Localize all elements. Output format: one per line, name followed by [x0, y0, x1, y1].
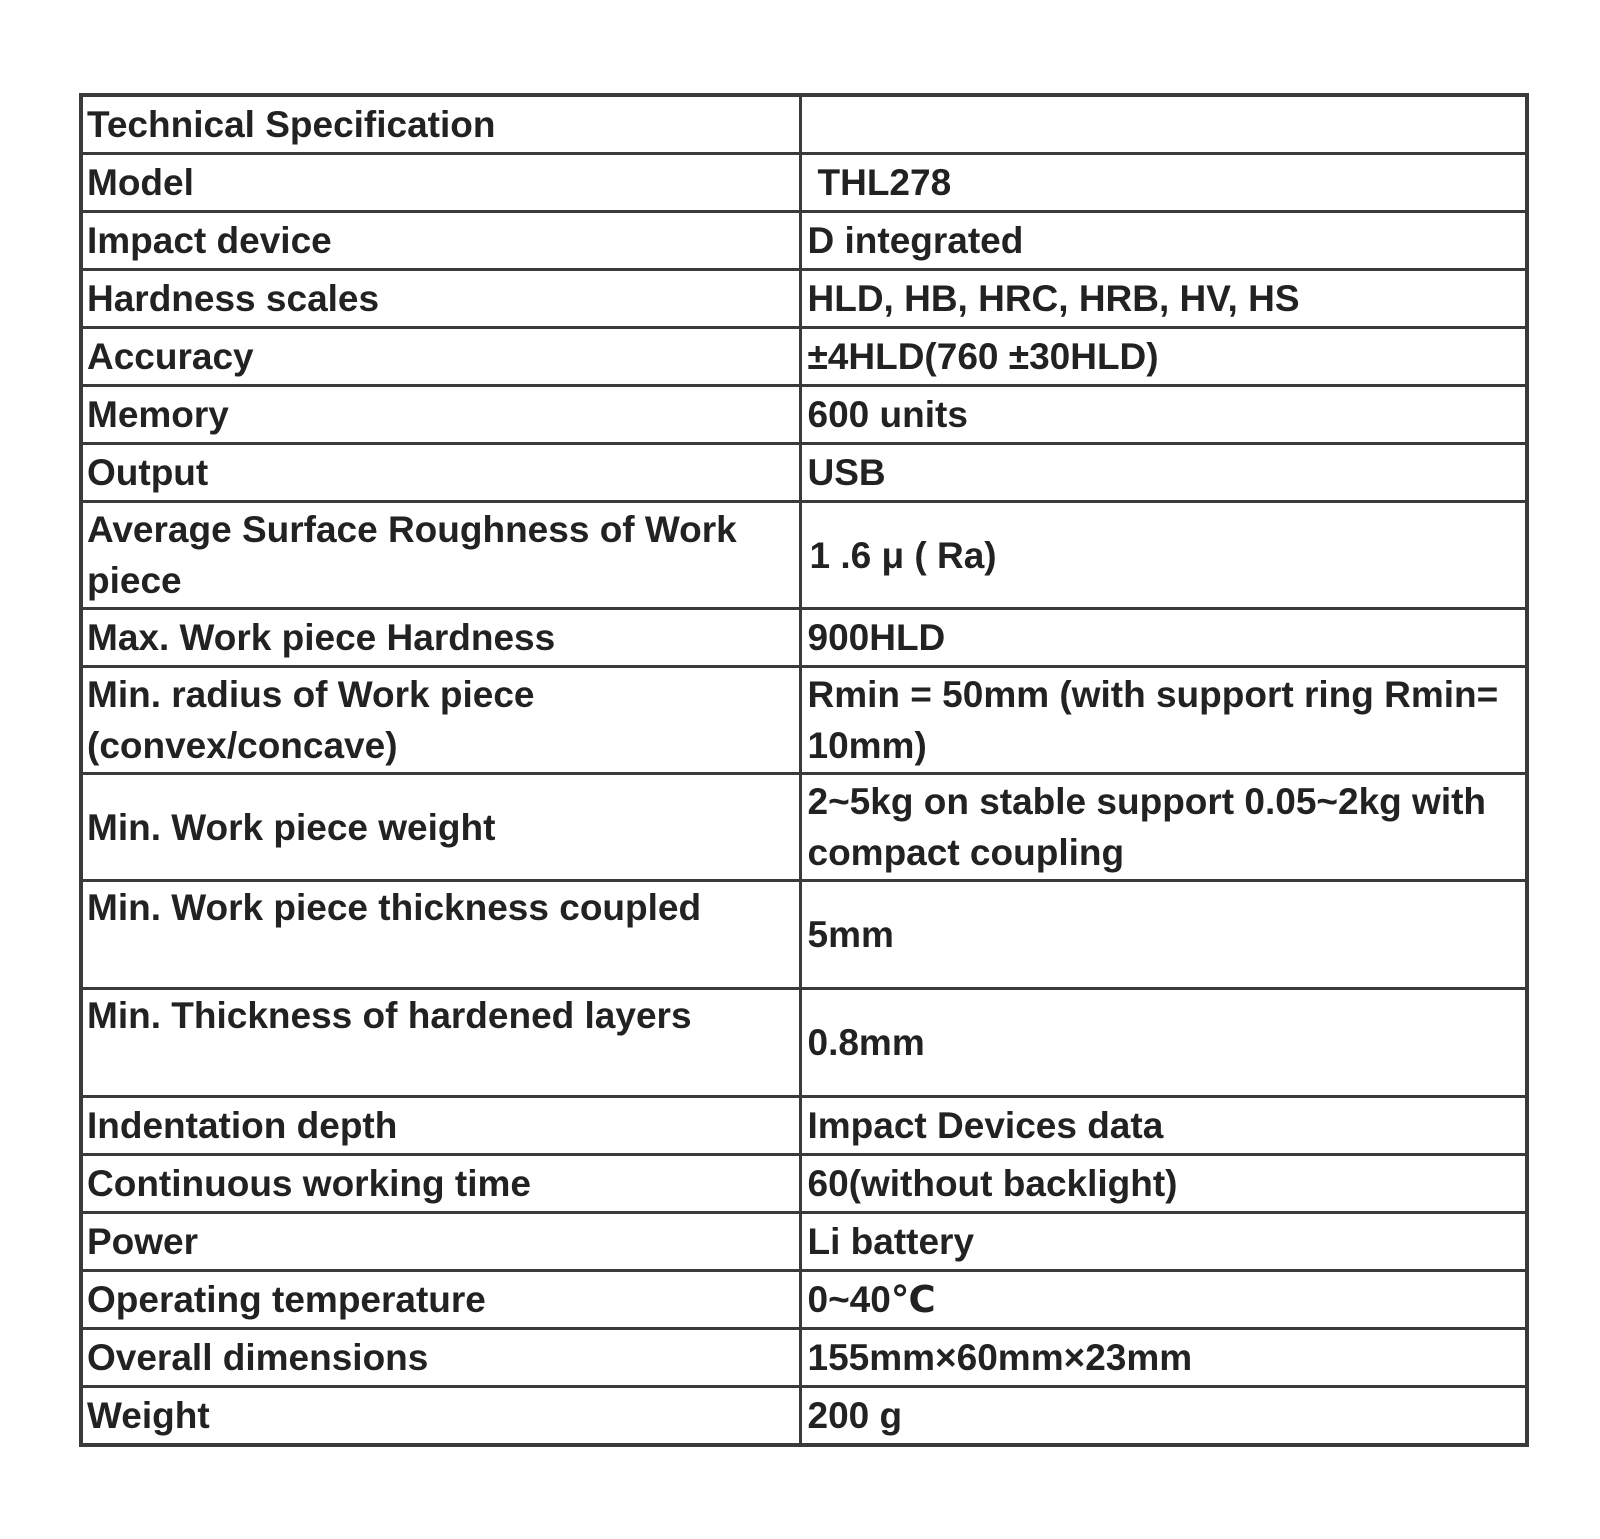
row-label: Impact device	[81, 212, 800, 270]
table-row	[81, 95, 1527, 154]
table-row	[81, 328, 1527, 386]
row-label: Hardness scales	[81, 270, 800, 328]
table-row	[81, 386, 1527, 444]
row-label: Min. Work piece thickness coupled	[81, 881, 800, 989]
table-row	[81, 502, 1527, 609]
row-label: Min. Work piece weight	[81, 774, 800, 881]
row-label: Indentation depth	[81, 1097, 800, 1155]
row-value: 1 .6 μ ( Ra)	[800, 502, 1527, 609]
spec-table	[79, 93, 1529, 1447]
row-label: Continuous working time	[81, 1155, 800, 1213]
row-value: 60(without backlight)	[800, 1155, 1527, 1213]
row-value: THL278	[800, 154, 1527, 212]
table-row	[81, 270, 1527, 328]
table-row	[81, 1271, 1527, 1329]
row-value: ±4HLD(760 ±30HLD)	[800, 328, 1527, 386]
row-value: 5mm	[800, 881, 1527, 989]
table-row	[81, 154, 1527, 212]
table-row	[81, 1155, 1527, 1213]
row-value: Rmin = 50mm (with support ring Rmin= 10mm)	[800, 667, 1527, 774]
row-label: Model	[81, 154, 800, 212]
row-label: Min. radius of Work piece (convex/concave)	[81, 667, 800, 774]
row-value: 900HLD	[800, 609, 1527, 667]
row-label: Overall dimensions	[81, 1329, 800, 1387]
row-value	[800, 95, 1527, 154]
row-label: Operating temperature	[81, 1271, 800, 1329]
row-value: 155mm×60mm×23mm	[800, 1329, 1527, 1387]
table-row	[81, 774, 1527, 881]
row-label: Power	[81, 1213, 800, 1271]
row-label: Memory	[81, 386, 800, 444]
row-label: Max. Work piece Hardness	[81, 609, 800, 667]
table-row	[81, 609, 1527, 667]
table-row	[81, 1213, 1527, 1271]
row-label: Technical Specification	[81, 95, 800, 154]
table-row	[81, 444, 1527, 502]
table-row	[81, 989, 1527, 1097]
row-value: 2~5kg on stable support 0.05~2kg with compact coupling	[800, 774, 1527, 881]
row-label: Min. Thickness of hardened layers	[81, 989, 800, 1097]
row-label: Average Surface Roughness of Work piece	[81, 502, 800, 609]
row-label: Weight	[81, 1387, 800, 1446]
table-row	[81, 1329, 1527, 1387]
table-row	[81, 212, 1527, 270]
row-value: USB	[800, 444, 1527, 502]
row-value: HLD, HB, HRC, HRB, HV, HS	[800, 270, 1527, 328]
row-label: Output	[81, 444, 800, 502]
row-label: Accuracy	[81, 328, 800, 386]
table-row	[81, 1097, 1527, 1155]
row-value: 200 g	[800, 1387, 1527, 1446]
row-value: Impact Devices data	[800, 1097, 1527, 1155]
row-value: 600 units	[800, 386, 1527, 444]
row-value: D integrated	[800, 212, 1527, 270]
table-row	[81, 667, 1527, 774]
row-value: Li battery	[800, 1213, 1527, 1271]
row-value: 0~40℃	[800, 1271, 1527, 1329]
row-value: 0.8mm	[800, 989, 1527, 1097]
table-row	[81, 881, 1527, 989]
table-row	[81, 1387, 1527, 1446]
